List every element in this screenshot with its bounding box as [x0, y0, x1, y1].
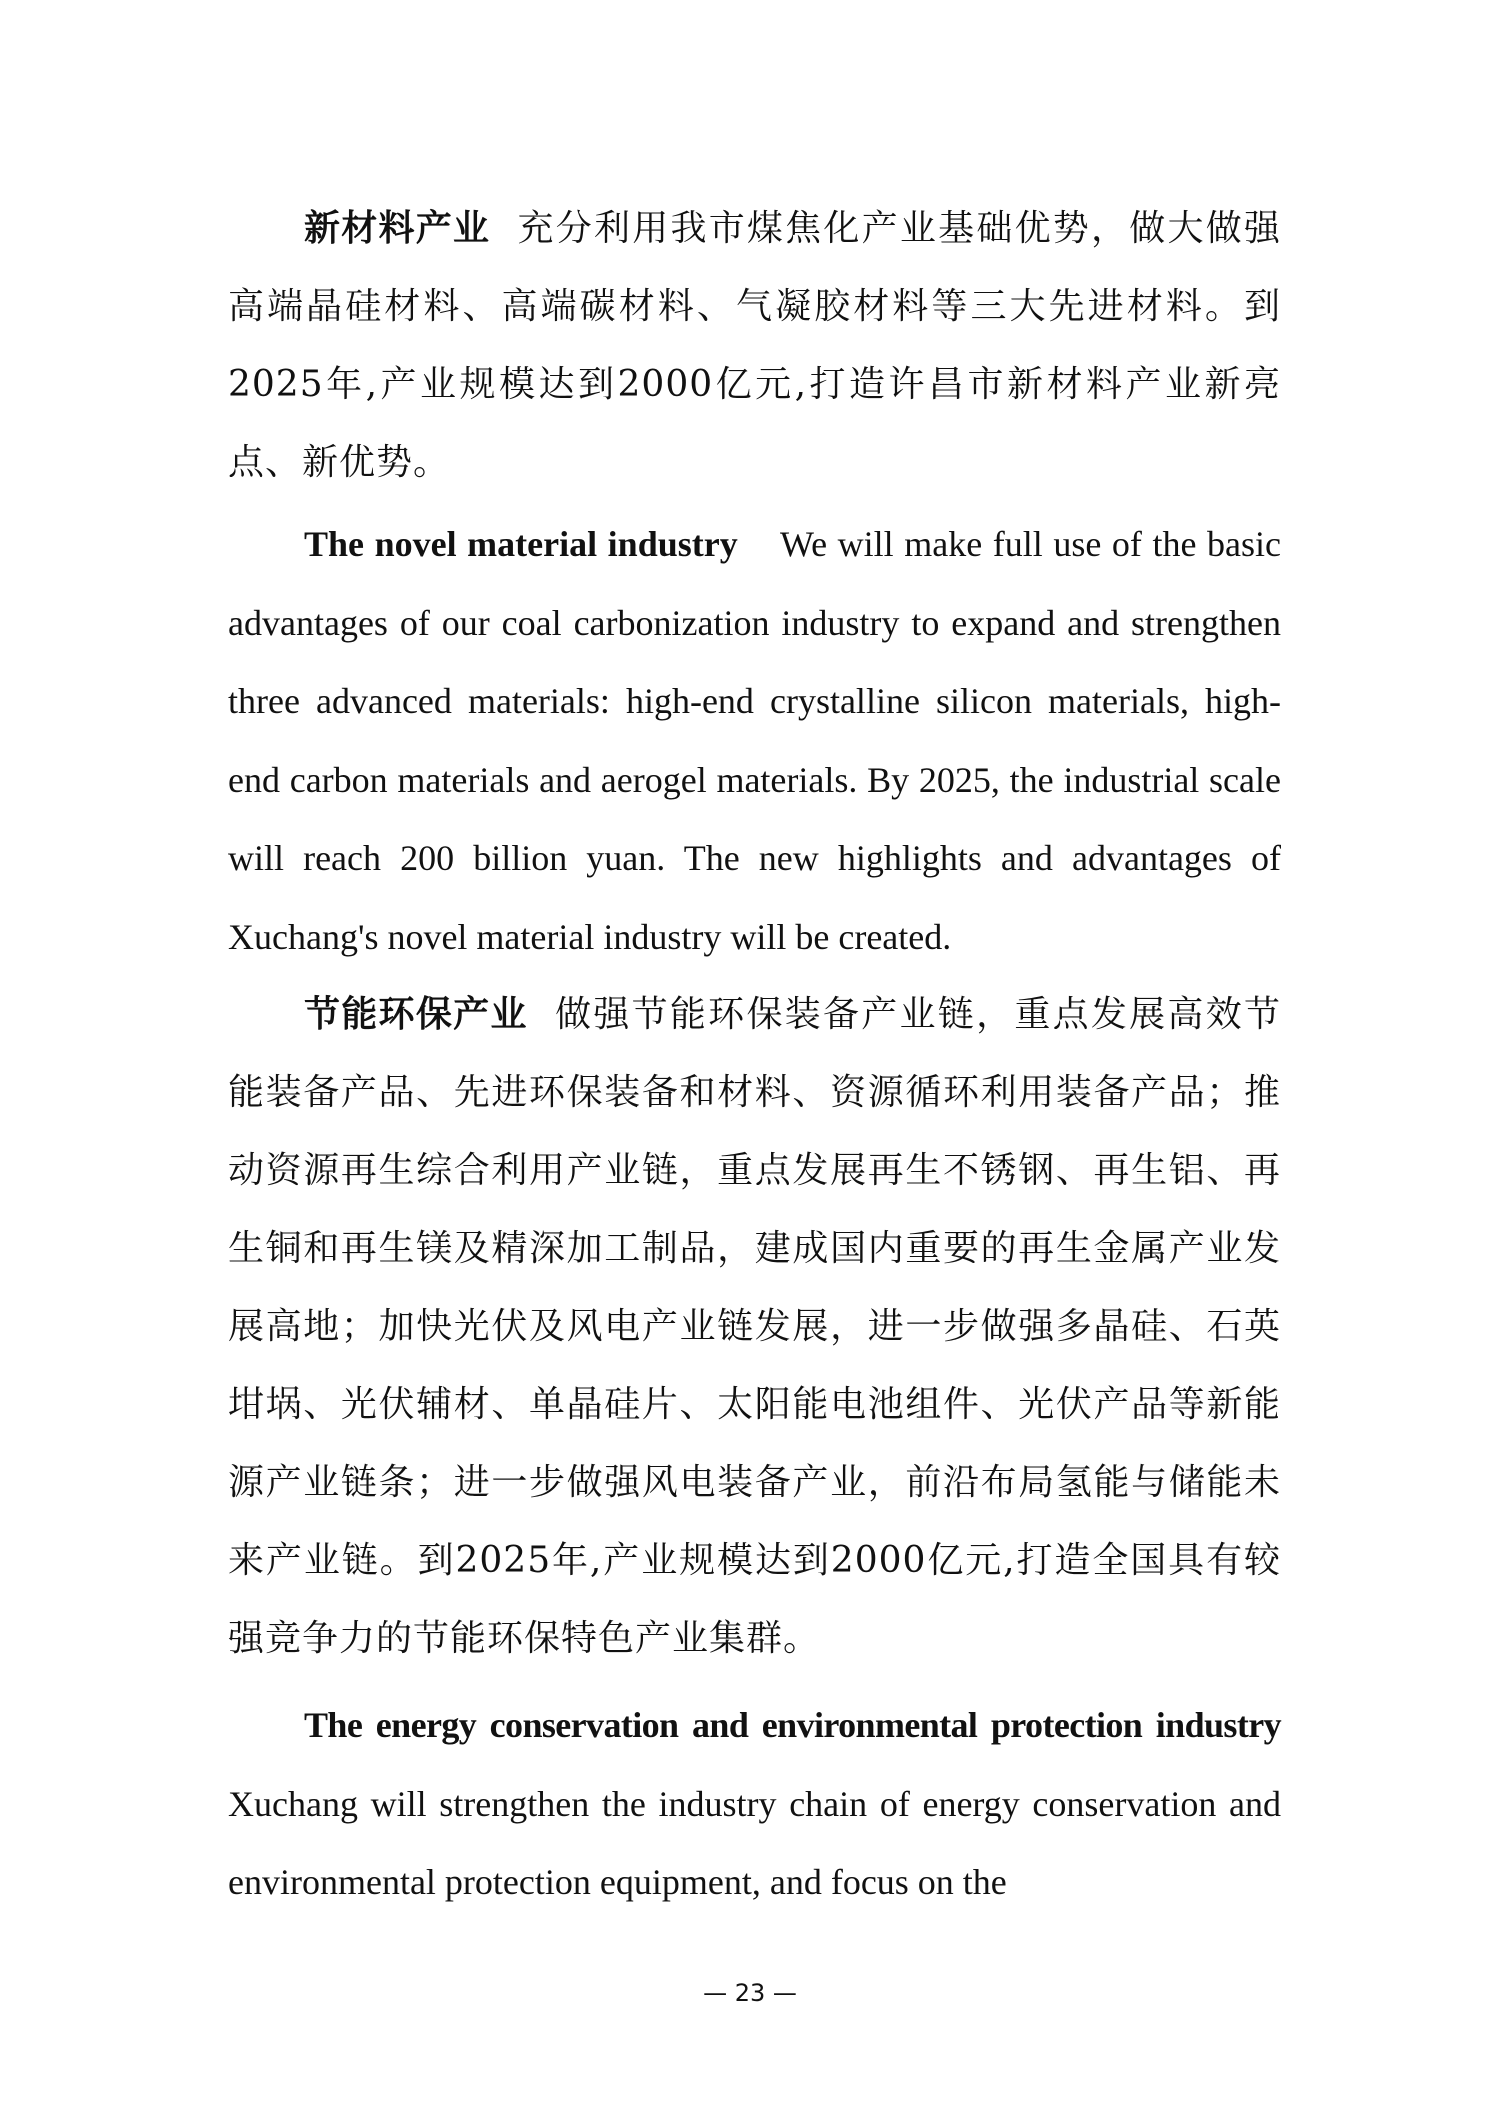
page-number: — 23 — [703, 1979, 797, 2007]
section-body: 充分利用我市煤焦化产业基础优势，做大做强高端晶硅材料、高端碳材料、气凝胶材料等三大先进材料。到2025年,产业规模达到2000亿元,打造许昌市新材料产业新亮点、新优势。 [228, 208, 1281, 483]
spacer [738, 524, 780, 564]
section-heading: The energy conservation and environmental protection industry [304, 1705, 1281, 1745]
spacer [490, 208, 517, 249]
section-body: Xuchang will strengthen the industry chain of energy conservation and environmental protection equipment, and focus on the [228, 1783, 1281, 1902]
section-heading: The novel material industry [304, 524, 738, 564]
section-new-materials-en [228, 505, 1281, 976]
section-heading: 节能环保产业 [304, 994, 528, 1035]
spacer [528, 994, 555, 1035]
section-energy-conservation-en [228, 1686, 1281, 1922]
section-heading: 新材料产业 [304, 208, 491, 249]
section-new-materials-zh [228, 190, 1281, 502]
section-body: We will make full use of the basic advantages of our coal carbonization industry to expand and strengthen three advanced materials: high-end crystalline silicon materials, high-end carbon materials and aerogel materials. By 2025, the industrial scale will reach 200 billion yuan. The new highlights and advantages of Xuchang's novel material industry will be created. [228, 524, 1281, 957]
section-body: 做强节能环保装备产业链，重点发展高效节能装备产品、先进环保装备和材料、资源循环利用装备产品；推动资源再生综合利用产业链，重点发展再生不锈钢、再生铝、再生铜和再生镁及精深加工制品，建成国内重要的再生金属产业发展高地；加快光伏及风电产业链发展，进一步做强多晶硅、石英坩埚、光伏辅材、单晶硅片、太阳能电池组件、光伏产品等新能源产业链条；进一步做强风电装备产业，前沿布局氢能与储能未来产业链。到2025年,产业规模达到2000亿元,打造全国具有较强竞争力的节能环保特色产业集群。 [228, 994, 1281, 1659]
section-energy-conservation-zh [228, 976, 1281, 1678]
